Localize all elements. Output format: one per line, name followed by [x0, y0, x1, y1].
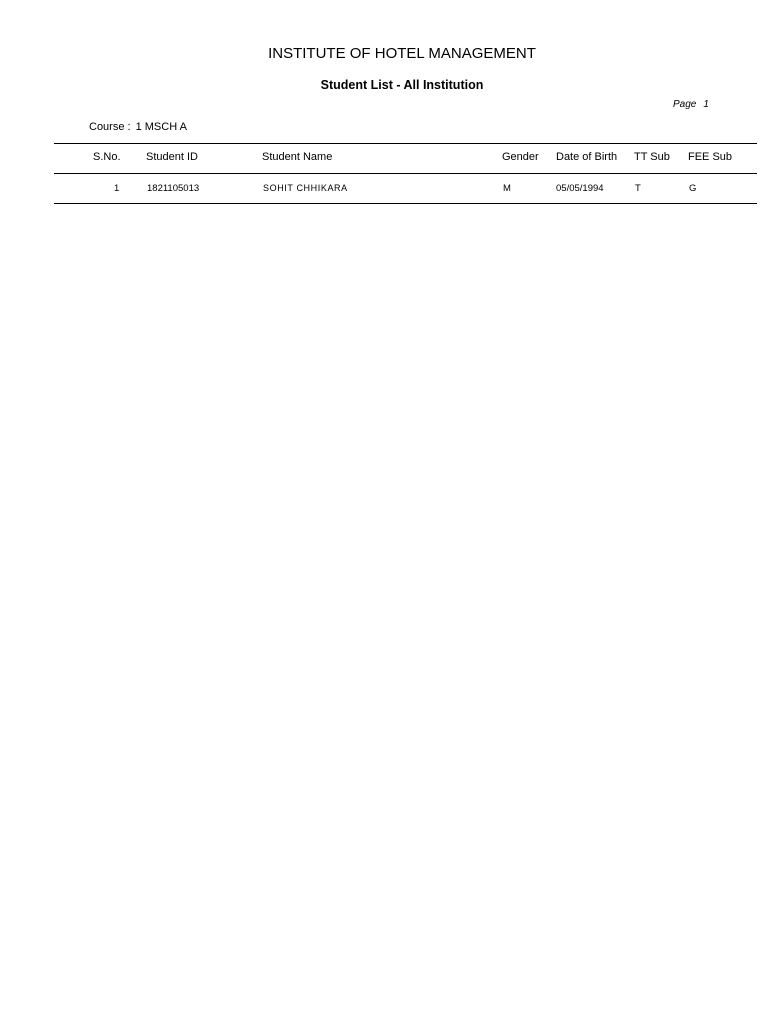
column-header-gender: Gender [502, 151, 539, 163]
cell-fee-sub: G [689, 183, 697, 194]
column-header-student-id: Student ID [146, 151, 198, 163]
course-label: Course : [89, 121, 131, 133]
column-header-tt-sub: TT Sub [634, 151, 670, 163]
cell-date-of-birth: 05/05/1994 [556, 183, 604, 194]
table-header-rule [54, 173, 757, 174]
column-header-student-name: Student Name [262, 151, 333, 163]
page-number [673, 99, 709, 110]
report-subtitle: Student List - All Institution [320, 78, 484, 92]
cell-gender: M [503, 183, 511, 194]
course-line [89, 121, 187, 133]
table-top-rule [54, 143, 757, 144]
cell-student-id: 1821105013 [147, 183, 200, 194]
column-header-sno: S.No. [93, 151, 121, 163]
column-header-fee-sub: FEE Sub [688, 151, 733, 163]
cell-sno: 1 [114, 183, 120, 194]
page-number-value: 1 [703, 99, 709, 110]
cell-student-name: SOHIT CHHIKARA [263, 183, 348, 193]
cell-tt-sub: T [635, 183, 641, 194]
table-bottom-rule [54, 203, 757, 204]
column-header-date-of-birth: Date of Birth [556, 151, 618, 163]
report-title: INSTITUTE OF HOTEL MANAGEMENT [268, 45, 536, 62]
page-label: Page [673, 99, 697, 110]
course-value: 1 MSCH A [135, 121, 187, 133]
